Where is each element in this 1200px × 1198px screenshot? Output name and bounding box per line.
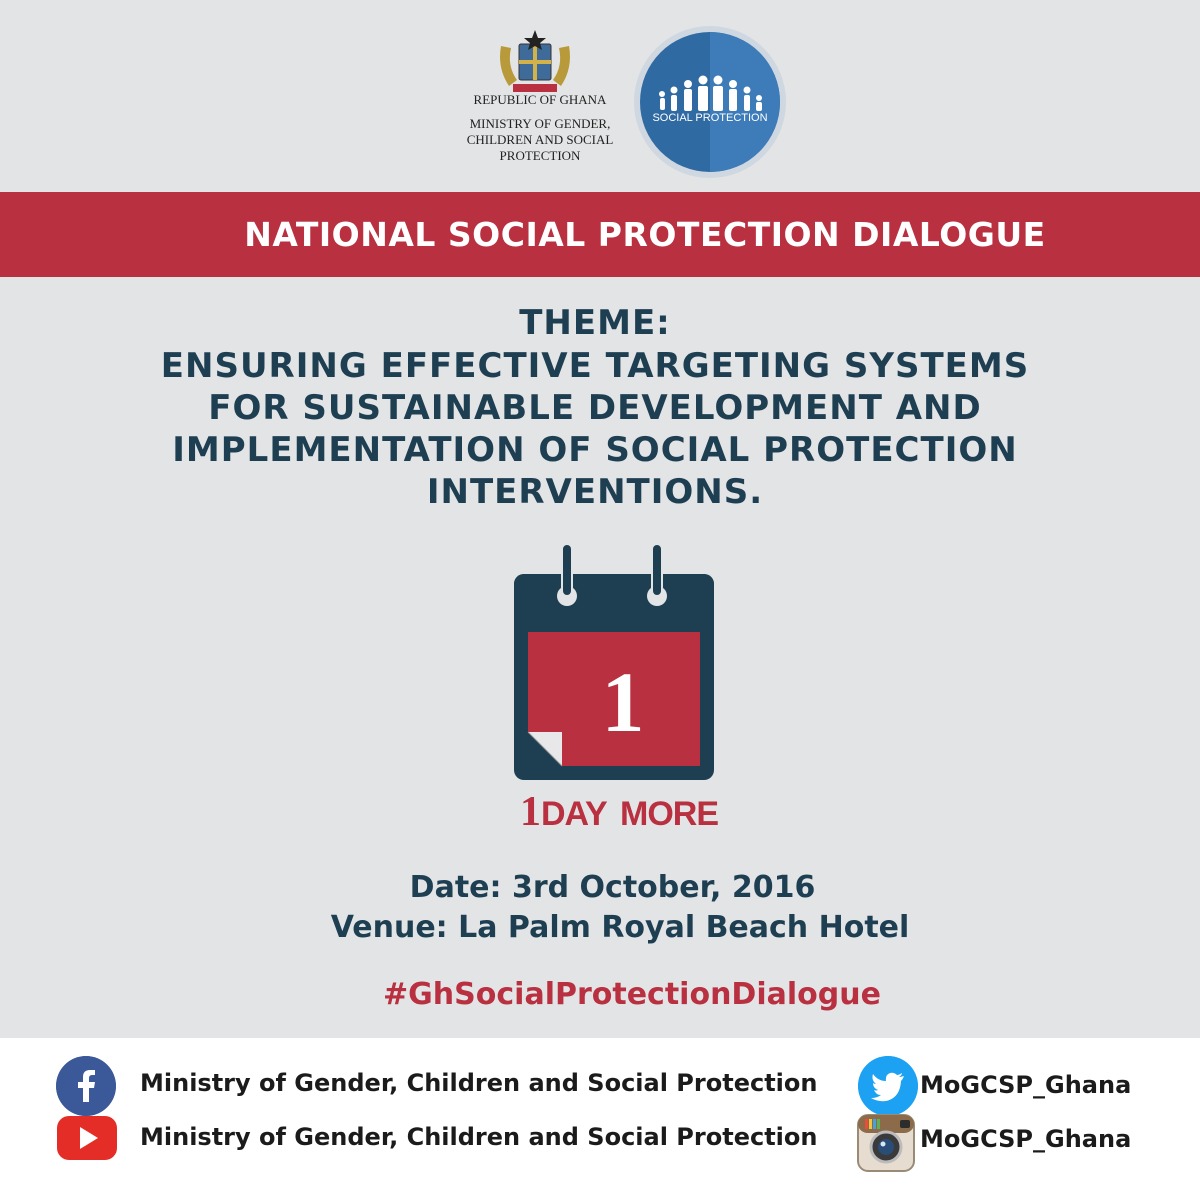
youtube-icon[interactable] xyxy=(56,1112,118,1164)
social-protection-logo xyxy=(632,24,788,180)
ministry-name xyxy=(436,116,644,164)
countdown-day-word: DAY xyxy=(541,795,607,833)
countdown-more-word: MORE xyxy=(620,795,719,833)
facebook-handle[interactable]: Ministry of Gender, Children and Social Protection xyxy=(140,1069,818,1097)
instagram-handle[interactable]: MoGCSP_Ghana xyxy=(920,1125,1132,1153)
banner-title: NATIONAL SOCIAL PROTECTION DIALOGUE xyxy=(244,215,1046,254)
event-date: Date: 3rd October, 2016 xyxy=(409,870,816,905)
twitter-icon[interactable] xyxy=(858,1056,918,1116)
facebook-icon[interactable] xyxy=(56,1056,116,1116)
theme-line: FOR SUSTAINABLE DEVELOPMENT AND xyxy=(208,388,982,428)
youtube-channel[interactable]: Ministry of Gender, Children and Social Protection xyxy=(140,1123,818,1151)
event-hashtag: #GhSocialProtectionDialogue xyxy=(383,977,881,1012)
theme-line: IMPLEMENTATION OF SOCIAL PROTECTION xyxy=(172,430,1018,470)
theme-label: THEME: xyxy=(519,303,671,343)
ministry-line: MINISTRY OF GENDER, xyxy=(469,116,611,131)
theme-line: INTERVENTIONS. xyxy=(426,472,764,512)
countdown-days-number: 1 xyxy=(520,789,541,835)
ministry-line: PROTECTION xyxy=(499,148,581,163)
event-venue: Venue: La Palm Royal Beach Hotel xyxy=(330,910,910,945)
countdown-number: 1 xyxy=(601,654,645,750)
ghana-coat-of-arms-icon xyxy=(495,28,575,98)
twitter-handle[interactable]: MoGCSP_Ghana xyxy=(920,1071,1132,1099)
countdown-label xyxy=(520,788,720,834)
ministry-line: CHILDREN AND SOCIAL xyxy=(466,132,614,147)
republic-of-ghana-text: REPUBLIC OF GHANA xyxy=(473,92,607,107)
logo-text: SOCIAL PROTECTION xyxy=(652,112,768,124)
social-footer xyxy=(0,1038,1200,1198)
theme-line: ENSURING EFFECTIVE TARGETING SYSTEMS xyxy=(160,346,1030,386)
instagram-icon[interactable] xyxy=(857,1114,915,1172)
